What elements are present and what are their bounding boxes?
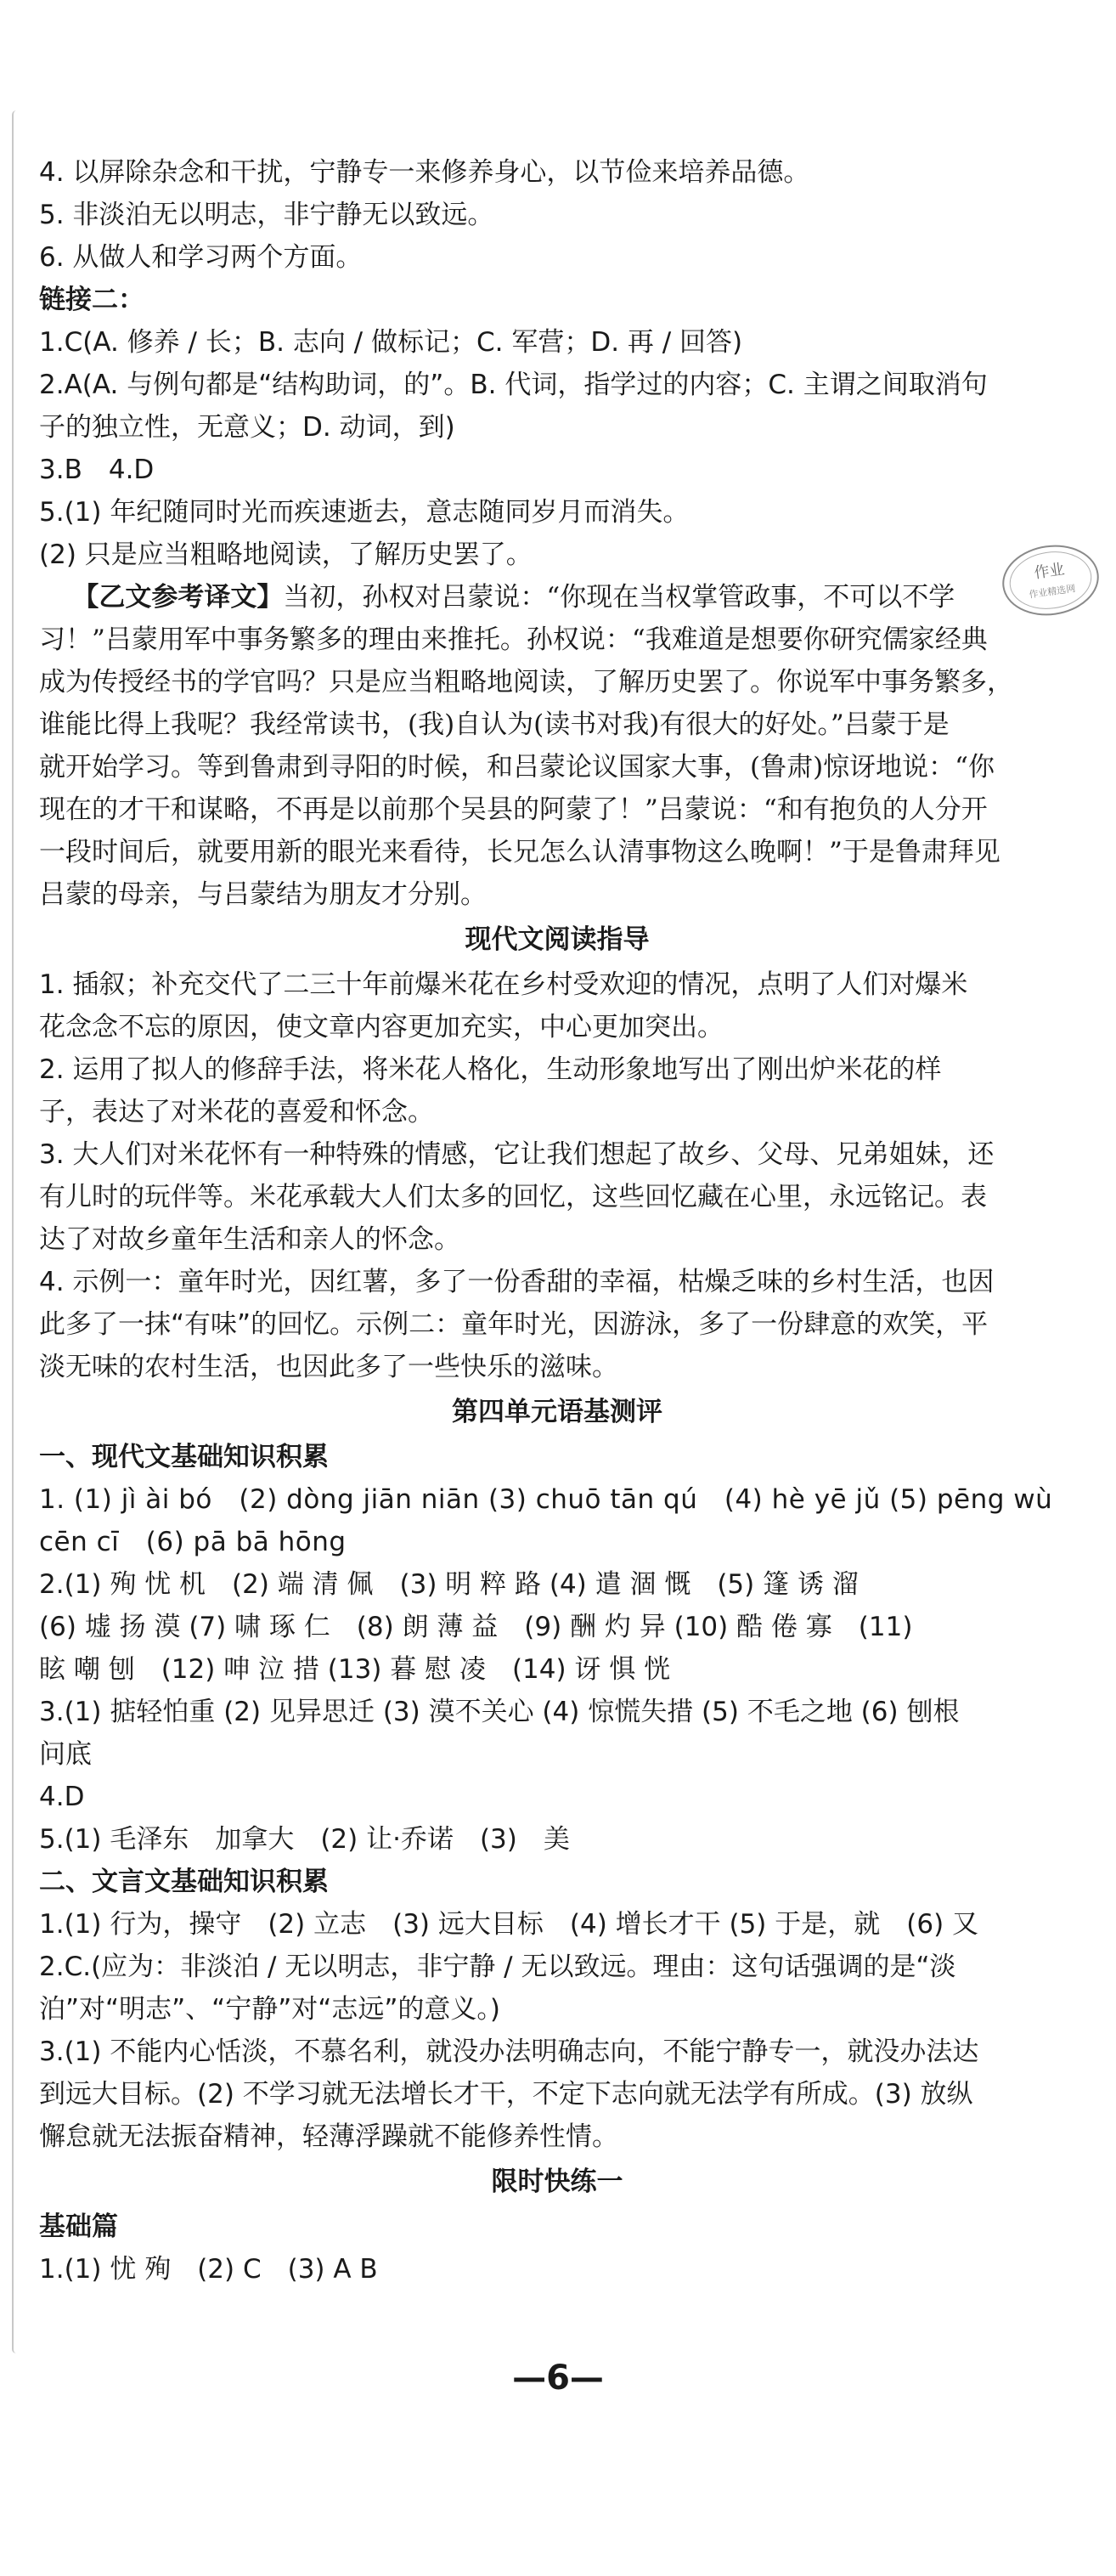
- answer-line: 1.(1) 忧 殉 (2) C (3) A B: [39, 2254, 378, 2285]
- answer-line: 1.C(A. 修养 / 长；B. 志向 / 做标记；C. 军营；D. 再 / 回答): [39, 327, 743, 358]
- answer-line: 3.(1) 不能内心恬淡，不慕名利，就没办法明确志向，不能宁静专一，就没办法达: [39, 2037, 979, 2067]
- answer-line: 1. 插叙；补充交代了二三十年前爆米花在乡村受欢迎的情况，点明了人们对爆米: [39, 969, 968, 1000]
- answer-line: 2.(1) 殉 忧 机 (2) 端 清 佩 (3) 明 粹 路 (4) 遣 涸 慨 (5) 篷 诱 溜: [39, 1569, 859, 1600]
- section-heading-link2: 链接二：: [39, 285, 144, 315]
- translation-text: 当初，孙权对吕蒙说：“你现在当权掌管政事，不可以不学: [283, 582, 955, 613]
- page-number: —6—: [512, 2359, 604, 2398]
- answer-line: 4.D: [39, 1782, 85, 1812]
- section-title-unit4: 第四单元语基测评: [452, 1397, 662, 1427]
- answer-line: 5.(1) 年纪随同时光而疾速逝去，意志随同岁月而消失。: [39, 497, 690, 528]
- answer-line: 淡无味的农村生活，也因此多了一些快乐的滋味。: [39, 1352, 618, 1382]
- answer-line: 此多了一抹“有味”的回忆。示例二：童年时光，因游泳，多了一份肆意的欢笑，平: [39, 1309, 989, 1340]
- translation-line: 就开始学习。等到鲁肃到寻阳的时候，和吕蒙论议国家大事，(鲁肃)惊讶地说：“你: [39, 752, 995, 782]
- answer-line: 2.A(A. 与例句都是“结构助词，的”。B. 代词，指学过的内容；C. 主谓之间取消句: [39, 370, 988, 400]
- answer-line: 4. 以屏除杂念和干扰，宁静专一来修养身心，以节俭来培养品德。: [39, 157, 810, 188]
- answer-line: 问底: [39, 1739, 92, 1770]
- answer-line: 1.(1) 行为，操守 (2) 立志 (3) 远大目标 (4) 增长才干 (5) 于是，就 (6) 又: [39, 1909, 979, 1940]
- answer-line: 子，表达了对米花的喜爱和怀念。: [39, 1097, 434, 1127]
- translation-line: 习！”吕蒙用军中事务繁多的理由来推托。孙权说：“我难道是想要你研究儒家经典: [39, 624, 988, 655]
- answer-line: 花念念不忘的原因，使文章内容更加充实，中心更加突出。: [39, 1012, 724, 1042]
- section-title-modern-reading: 现代文阅读指导: [465, 924, 650, 955]
- subsection-heading: 一、现代文基础知识积累: [39, 1442, 329, 1472]
- answer-line: 2.C.(应为：非淡泊 / 无以明志，非宁静 / 无以致远。理由：这句话强调的是“淡: [39, 1952, 956, 1982]
- translation-line: 现在的才干和谋略，不再是以前那个吴县的阿蒙了！”吕蒙说：“和有抱负的人分开: [39, 794, 988, 825]
- answer-line: 子的独立性，无意义；D. 动词，到): [39, 412, 455, 443]
- answer-line: 泊”对“明志”、“宁静”对“志远”的意义。): [39, 1994, 501, 2025]
- answer-line: cēn cī (6) pā bā hōng: [39, 1527, 347, 1557]
- answer-line: 到远大目标。(2) 不学习就无法增长才干，不定下志向就无法学有所成。(3) 放纵: [39, 2079, 973, 2110]
- translation-line: 一段时间后，就要用新的眼光来看待，长兄怎么认清事物这么晚啊！”于是鲁肃拜见: [39, 837, 1000, 867]
- translation-line: 谁能比得上我呢？我经常读书，(我)自认为(读书对我)有很大的好处。”吕蒙于是: [39, 709, 950, 740]
- translation-line: 成为传授经书的学官吗？只是应当粗略地阅读，了解历史罢了。你说军中事务繁多，: [39, 667, 1013, 698]
- answer-line: 3.(1) 掂轻怕重 (2) 见异思迁 (3) 漠不关心 (4) 惊慌失措 (5) 不毛之地 (6) 刨根: [39, 1697, 960, 1727]
- answer-line: 3.B 4.D: [39, 455, 155, 485]
- answer-line: 懈怠就无法振奋精神，轻薄浮躁就不能修养性情。: [39, 2121, 618, 2152]
- answer-content: [39, 151, 1075, 2291]
- answer-line: 5. 非淡泊无以明志，非宁静无以致远。: [39, 200, 494, 230]
- svg-text:作业: 作业: [1033, 560, 1066, 583]
- section-title-practice: 限时快练一: [491, 2166, 623, 2197]
- answer-line: 1. (1) jì ài bó (2) dòng jiān niān (3) chuō tān qú (4) hè yē jǔ (5) pēng wù: [39, 1484, 1053, 1515]
- answer-line: (6) 墟 扬 漠 (7) 啸 琢 仁 (8) 朗 薄 益 (9) 酬 灼 异 (10) 酷 倦 寡 (11): [39, 1612, 913, 1642]
- answer-line: 3. 大人们对米花怀有一种特殊的情感，它让我们想起了故乡、父母、兄弟姐妹，还: [39, 1139, 995, 1170]
- answer-line: 5.(1) 毛泽东 加拿大 (2) 让·乔诺 (3) 美: [39, 1824, 570, 1855]
- answer-line: 眩 嘲 刨 (12) 呻 泣 措 (13) 暮 慰 凌 (14) 讶 惧 恍: [39, 1654, 671, 1685]
- answer-line: 2. 运用了拟人的修辞手法，将米花人格化，生动形象地写出了刚出炉米花的样: [39, 1054, 942, 1085]
- translation-line: [39, 576, 1075, 619]
- subsection-heading: 二、文言文基础知识积累: [39, 1867, 329, 1897]
- answer-line: 6. 从做人和学习两个方面。: [39, 242, 363, 273]
- answer-line: 4. 示例一：童年时光，因红薯，多了一份香甜的幸福，枯燥乏味的乡村生活，也因: [39, 1267, 995, 1297]
- answer-line: 有儿时的玩伴等。米花承载大人们太多的回忆，这些回忆藏在心里，永远铭记。表: [39, 1182, 987, 1212]
- answer-line: (2) 只是应当粗略地阅读，了解历史罢了。: [39, 539, 533, 570]
- translation-label: 【乙文参考译文】: [72, 582, 284, 613]
- margin-rule: [12, 110, 16, 2353]
- translation-line: 吕蒙的母亲，与吕蒙结为朋友才分别。: [39, 879, 487, 910]
- subsection-heading: 基础篇: [39, 2212, 118, 2242]
- svg-text:作业精选网: 作业精选网: [1028, 583, 1077, 601]
- answer-line: 达了对故乡童年生活和亲人的怀念。: [39, 1224, 460, 1255]
